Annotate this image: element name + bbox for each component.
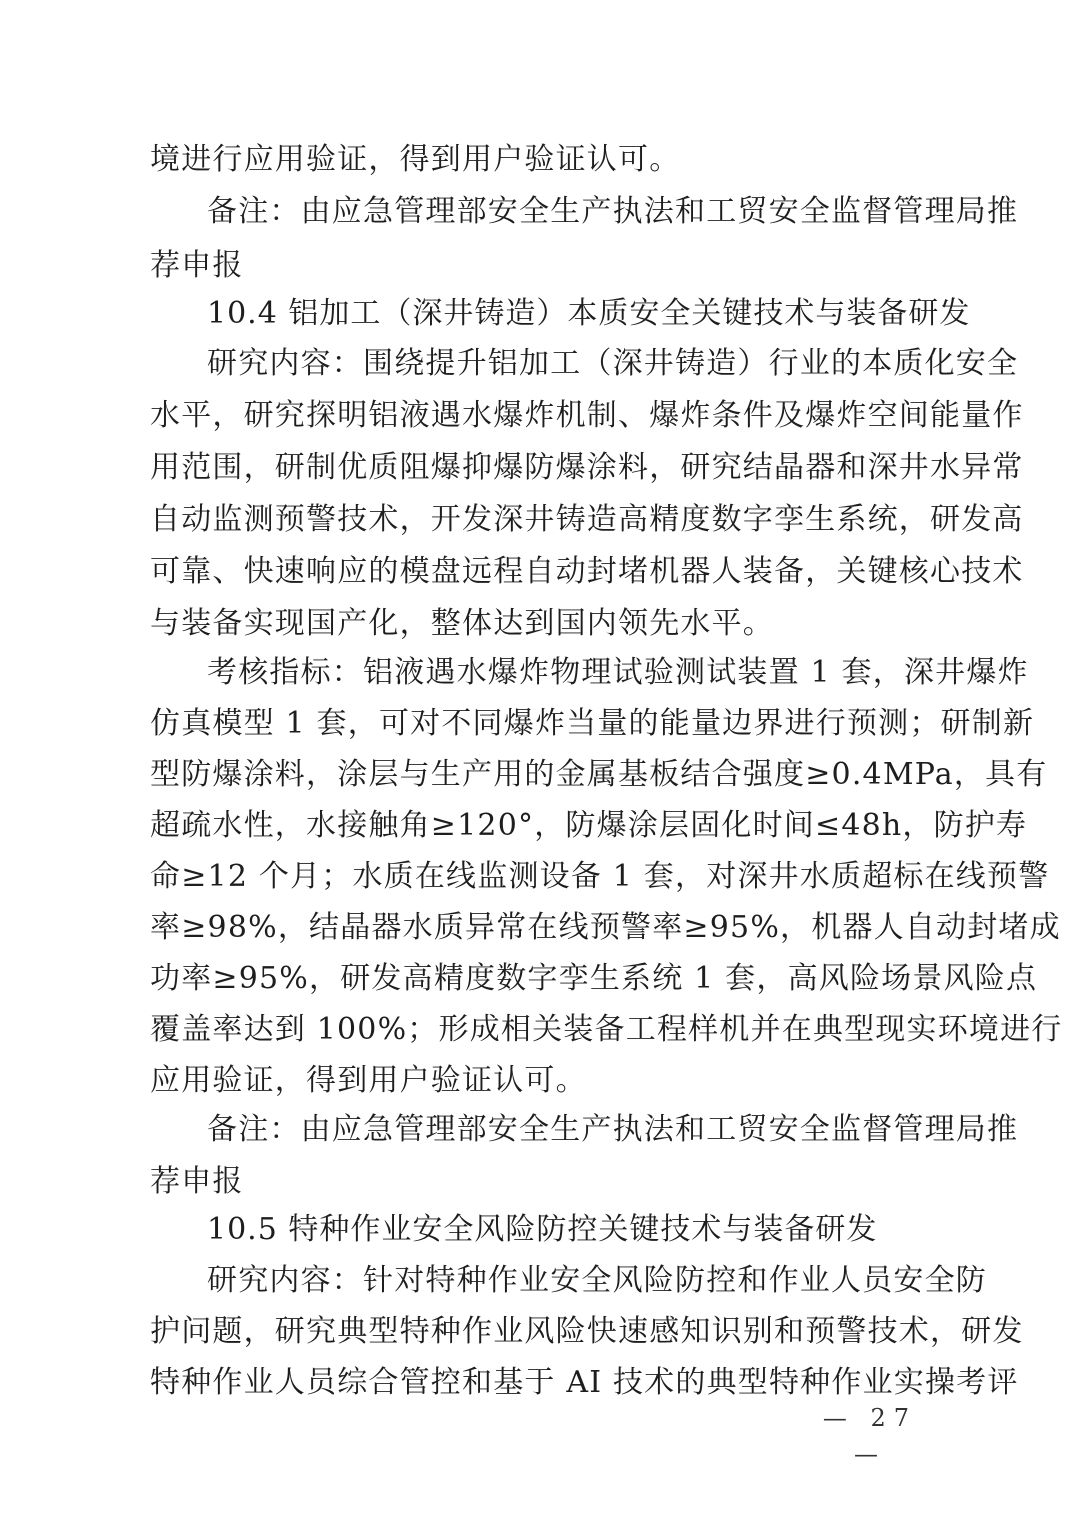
assessment-line: 命≥12 个月；水质在线监测设备 1 套，对深井水质超标在线预警 (150, 859, 1050, 894)
page-number: — 27 — (822, 1404, 918, 1468)
research-content-line: 护问题，研究典型特种作业风险快速感知识别和预警技术，研发 (150, 1314, 1024, 1349)
section-heading-10-5: 10.5 特种作业安全风险防控关键技术与装备研发 (207, 1212, 878, 1247)
prev-section-note-cont: 荐申报 (150, 248, 244, 283)
assessment-line: 考核指标：铝液遇水爆炸物理试验测试装置 1 套，深井爆炸 (207, 655, 1029, 690)
research-content-line: 研究内容：围绕提升铝加工（深井铸造）行业的本质化安全 (207, 346, 1019, 381)
research-content-line: 水平，研究探明铝液遇水爆炸机制、爆炸条件及爆炸空间能量作 (150, 398, 1024, 433)
section-note: 备注：由应急管理部安全生产执法和工贸安全监督管理局推 (207, 1112, 1019, 1147)
research-content-line: 研究内容：针对特种作业安全风险防控和作业人员安全防 (207, 1263, 987, 1298)
assessment-line: 率≥98%，结晶器水质异常在线预警率≥95%，机器人自动封堵成 (150, 910, 1061, 945)
assessment-line: 型防爆涂料，涂层与生产用的金属基板结合强度≥0.4MPa，具有 (150, 757, 1048, 792)
research-content-line: 自动监测预警技术，开发深井铸造高精度数字孪生系统，研发高 (150, 502, 1024, 537)
assessment-line: 仿真模型 1 套，可对不同爆炸当量的能量边界进行预测；研制新 (150, 706, 1035, 741)
research-content-line: 与装备实现国产化，整体达到国内领先水平。 (150, 606, 774, 641)
assessment-line: 应用验证，得到用户验证认可。 (150, 1063, 587, 1098)
assessment-line: 超疏水性，水接触角≥120°，防爆涂层固化时间≤48h，防护寿 (150, 808, 1028, 843)
section-note-cont: 荐申报 (150, 1164, 244, 1199)
prev-section-note: 备注：由应急管理部安全生产执法和工贸安全监督管理局推 (207, 194, 1019, 229)
research-content-line: 可靠、快速响应的模盘远程自动封堵机器人装备，关键核心技术 (150, 554, 1024, 589)
section-heading-10-4: 10.4 铝加工（深井铸造）本质安全关键技术与装备研发 (207, 296, 971, 331)
assessment-line: 功率≥95%，研发高精度数字孪生系统 1 套，高风险场景风险点 (150, 961, 1038, 996)
assessment-line: 覆盖率达到 100%；形成相关装备工程样机并在典型现实环境进行 (150, 1012, 1063, 1047)
research-content-line: 用范围，研制优质阻爆抑爆防爆涂料，研究结晶器和深井水异常 (150, 450, 1024, 485)
research-content-line: 特种作业人员综合管控和基于 AI 技术的典型特种作业实操考评 (150, 1365, 1019, 1400)
prev-section-continuation: 境进行应用验证，得到用户验证认可。 (150, 142, 681, 177)
